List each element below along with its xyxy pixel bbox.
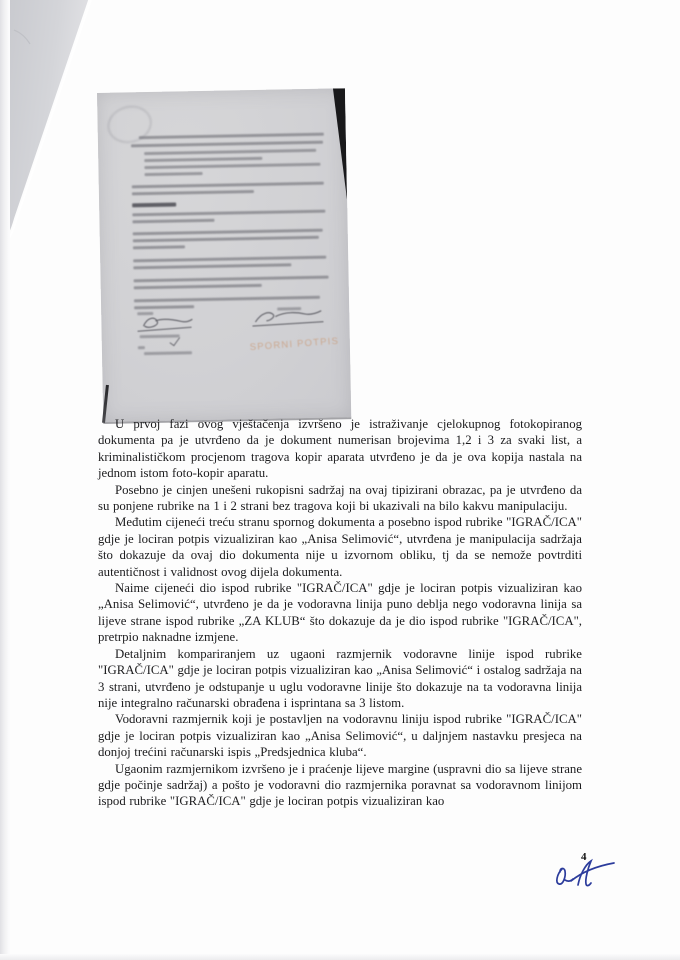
- illegible-text-line: [139, 133, 324, 140]
- scanner-background-wedge: [0, 0, 100, 260]
- page-number: 4: [581, 851, 587, 863]
- scan-shadow-wedge: [333, 88, 347, 200]
- illegible-text-line: [132, 182, 324, 189]
- illegible-text-line: [134, 284, 262, 289]
- illegible-label: [138, 346, 145, 349]
- illegible-label: [144, 351, 192, 354]
- svg-text:SPORNI POTPIS: SPORNI POTPIS: [249, 335, 340, 354]
- illegible-heading-line: [132, 203, 176, 207]
- report-paragraph: Posebno je cinjen unešeni rukopisni sadržaj na ovaj tipizirani obrazac, pa je utvrđeno da su ponjene rubrike na 1 i 2 strani bez tragova koji bi ukazivali na bilo kakvu manipulaciju.: [98, 482, 582, 514]
- illegible-text-line: [144, 157, 262, 162]
- illegible-text-line: [132, 219, 214, 224]
- illegible-text-line: [132, 190, 254, 195]
- illegible-text-line: [133, 256, 326, 263]
- embedded-photocopy-scan: [97, 88, 351, 424]
- illegible-text-line: [134, 296, 320, 303]
- report-paragraph: Ugaonim razmjernikom izvršeno je i praćenje lijeve margine (uspravni dio sa lijeve strane gdje počinje sadržaj) a pošto je vodoravni dio razmjernika poravnat sa vodoravnom linijom ispod rubrike "IGRAČ/ICA" gdje je lociran potpis vizualiziran kao: [98, 761, 582, 809]
- illegible-text-line: [144, 163, 320, 169]
- illegible-text-line: [133, 229, 323, 236]
- report-paragraph: U prvoj fazi ovog vještačenja izvršeno je istraživanje cjelokupnog fotokopiranog dokumenta pa je utvrđeno da je dokument numerisan brojevima 1,2 i 3 za svaki list, a kriminalističkom procjenom tragova kopir aparata utvrđeno je da je ova kopija nastala na jednom istom foto-kopir aparatu.: [98, 417, 582, 481]
- sporni-potpis-annotation: [248, 334, 348, 360]
- examiner-initials-signature: [550, 854, 620, 894]
- illegible-text-line: [131, 141, 323, 148]
- photocopy-signature-left: [135, 313, 195, 334]
- illegible-text-line: [145, 172, 203, 176]
- illegible-text-line: [133, 263, 291, 269]
- report-paragraph: Detaljnim kompariranjem uz ugaoni razmjernik vodoravne linije ispod rubrike "IGRAČ/ICA" gdje je lociran potpis vizualiziran kao „Anisa Selimović“ i ostalog sadržaja na 3 strani, utvrđeno je odstupanje u uglu vodoravne linije što dokazuje na ta vodoravna linija nije integralno računarski obrađena i isprintana sa 3 listom.: [98, 646, 582, 710]
- page-left-edge-shadow: [0, 0, 10, 960]
- illegible-text-line: [133, 245, 185, 249]
- illegible-text-line: [134, 276, 329, 283]
- check-mark: [168, 335, 182, 347]
- report-paragraph: Vodoravni razmjernik koji je postavljen na vodoravnu liniju ispod rubrike "IGRAČ/ICA" gdje je lociran potpis vizualiziran kao „Anisa Selimović“, u daljnjem nastavku presjeca na donjoj trećini računarski ispis „Predsjednica kluba“.: [98, 712, 582, 760]
- illegible-text-line: [134, 305, 194, 309]
- page-bottom-edge-shadow: [0, 954, 680, 960]
- faint-stamp-mark: [104, 101, 156, 147]
- report-body-text: [98, 416, 582, 810]
- report-paragraph: Međutim cijeneći treću stranu spornog dokumenta a posebno ispod rubrike "IGRAČ/ICA" gdje je lociran potpis vizualiziran kao „Anisa Selimović“, utvrđena je manipulacija sadržaja što dokazuje da ovaj dio dokumenta nije u izvornom obliku, tj da se nemože povtrditi autentičnost i validnost ovog dijela dokumenta.: [98, 515, 582, 579]
- report-paragraph: Naime cijeneći dio ispod rubrike "IGRAČ/ICA" gdje je lociran potpis vizualiziran kao „Anisa Selimović“, utvrđeno je da je vodoravna linija puno deblja nego vodoravna linija sa lijeve strane ispod rubrike „ZA KLUB“ što dokazuje da je dio ispod rubrike "IGRAČ/ICA", pretrpio naknadne izmjene.: [98, 581, 582, 645]
- illegible-text-line: [144, 149, 316, 155]
- illegible-text-line: [132, 210, 325, 217]
- illegible-text-line: [133, 236, 319, 243]
- photocopy-signature-right: [249, 307, 327, 330]
